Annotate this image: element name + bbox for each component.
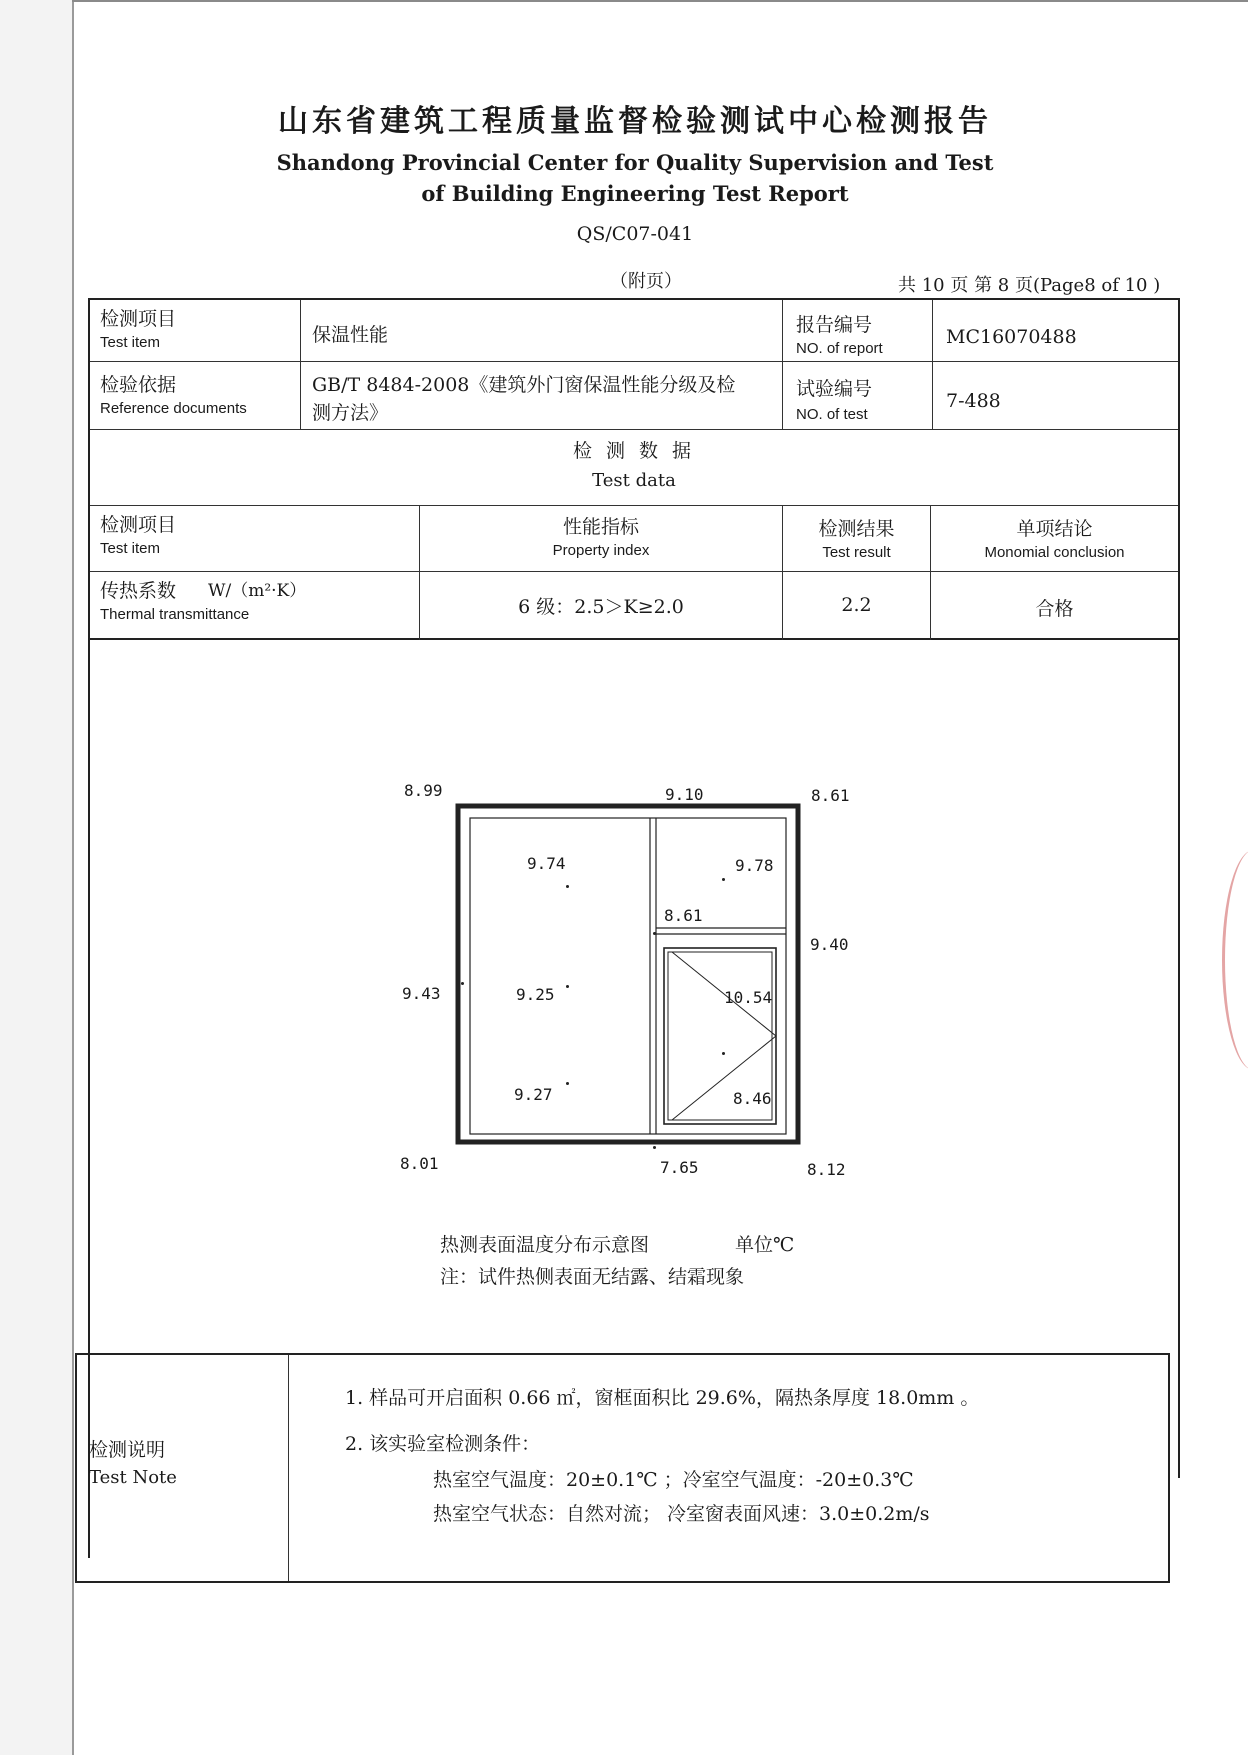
temp-label: 9.27 — [514, 1085, 553, 1104]
page-edge — [72, 0, 74, 1755]
report-title-en-line2: of Building Engineering Test Report — [421, 181, 849, 206]
measurement-point — [722, 1052, 725, 1055]
measurement-point — [722, 878, 725, 881]
temp-label: 8.01 — [400, 1154, 439, 1173]
test-note-label-en: Test Note — [89, 1467, 177, 1488]
row-property-index: 6 级：2.5＞K≥2.0 — [518, 596, 684, 618]
reference-value-line1: GB/T 8484-2008《建筑外门窗保温性能分级及检 — [312, 374, 736, 396]
table-right-border — [1178, 298, 1180, 1478]
temp-label: 8.61 — [811, 786, 850, 805]
temp-label: 9.40 — [810, 935, 849, 954]
temp-label: 8.99 — [404, 781, 443, 800]
info-table — [88, 298, 1180, 640]
measurement-point — [653, 1146, 656, 1149]
reference-value-line2: 测方法》 — [312, 402, 389, 424]
test-no-label-cn: 试验编号 — [796, 378, 873, 400]
measurement-point — [461, 982, 464, 985]
reference-label-cn: 检验依据 — [100, 374, 177, 396]
measurement-point — [796, 936, 799, 939]
measurement-point — [566, 985, 569, 988]
official-seal-fragment — [1222, 850, 1248, 1070]
note-line-2: 2. 该实验室检测条件： — [345, 1433, 541, 1455]
row-conclusion: 合格 — [1035, 598, 1074, 620]
report-no-value: MC16070488 — [946, 326, 1077, 348]
background-page-strip — [0, 0, 72, 1755]
test-data-heading-en: Test data — [592, 470, 676, 491]
test-item-value: 保温性能 — [312, 324, 389, 346]
col-header-test-item-cn: 检测项目 — [100, 514, 177, 536]
test-no-label-en: NO. of test — [796, 406, 868, 423]
diagram-note: 注：试件热侧表面无结露、结霜现象 — [440, 1266, 745, 1288]
appendix-label: （附页） — [610, 271, 682, 292]
row-divider — [90, 505, 1178, 506]
temp-label: 8.61 — [664, 906, 703, 925]
test-no-value: 7-488 — [946, 390, 1001, 412]
test-item-label-en: Test item — [100, 334, 161, 351]
test-data-heading-cn: 检 测 数 据 — [572, 440, 696, 462]
report-title-cn: 山东省建筑工程质量监督检验测试中心检测报告 — [278, 104, 992, 139]
page-number: 共 10 页 第 8 页(Page8 of 10 ) — [898, 275, 1161, 296]
col-header-conclusion-en: Monomial conclusion — [984, 544, 1125, 561]
report-no-label-cn: 报告编号 — [796, 314, 873, 336]
row-divider — [90, 361, 1178, 362]
measurement-point — [566, 1082, 569, 1085]
row-test-result: 2.2 — [841, 594, 872, 616]
row-divider — [90, 429, 1178, 430]
col-divider — [288, 1355, 289, 1581]
temp-label: 9.43 — [402, 984, 441, 1003]
test-item-label-cn: 检测项目 — [100, 308, 177, 330]
temp-label: 9.25 — [516, 985, 555, 1004]
col-header-property-cn: 性能指标 — [562, 516, 639, 538]
report-no-label-en: NO. of report — [796, 340, 883, 357]
note-line-1: 1. 样品可开启面积 0.66 ㎡，窗框面积比 29.6%，隔热条厚度 18.0mm 。 — [345, 1387, 980, 1409]
temp-label: 7.65 — [660, 1158, 699, 1177]
test-note-label-cn: 检测说明 — [89, 1439, 166, 1461]
row-item-en: Thermal transmittance — [100, 606, 250, 623]
note-line-4: 热室空气状态：自然对流； 冷室窗表面风速：3.0±0.2m/s — [433, 1503, 930, 1525]
diagram-caption: 热测表面温度分布示意图 — [440, 1234, 650, 1256]
temp-label: 9.78 — [735, 856, 774, 875]
temp-label: 9.74 — [527, 854, 566, 873]
row-item-cn: 传热系数 — [100, 580, 177, 602]
col-divider — [782, 300, 783, 429]
measurement-point — [566, 885, 569, 888]
reference-label-en: Reference documents — [100, 400, 247, 417]
diagram-unit: 单位℃ — [735, 1234, 795, 1256]
page-top-edge — [72, 0, 1248, 2]
temp-label: 8.46 — [733, 1089, 772, 1108]
col-header-result-en: Test result — [822, 544, 891, 561]
col-divider — [300, 300, 301, 429]
row-item-unit: W/（m²·K） — [208, 581, 307, 601]
temp-label: 9.10 — [665, 785, 704, 804]
form-code: QS/C07-041 — [576, 223, 694, 245]
col-divider — [932, 300, 933, 429]
temp-label: 8.12 — [807, 1160, 846, 1179]
col-header-conclusion-cn: 单项结论 — [1016, 518, 1093, 540]
col-header-property-en: Property index — [552, 542, 650, 559]
window-temperature-diagram — [440, 790, 820, 1180]
test-note-table — [75, 1353, 1170, 1583]
report-title-en-line1: Shandong Provincial Center for Quality Supervision and Test — [276, 150, 994, 175]
row-divider — [90, 571, 1178, 572]
col-header-result-cn: 检测结果 — [818, 518, 895, 540]
measurement-point — [653, 932, 656, 935]
note-line-3: 热室空气温度：20±0.1℃ ；冷室空气温度：-20±0.3℃ — [433, 1469, 914, 1491]
col-header-test-item-en: Test item — [100, 540, 161, 557]
temp-label: 10.54 — [724, 988, 773, 1007]
